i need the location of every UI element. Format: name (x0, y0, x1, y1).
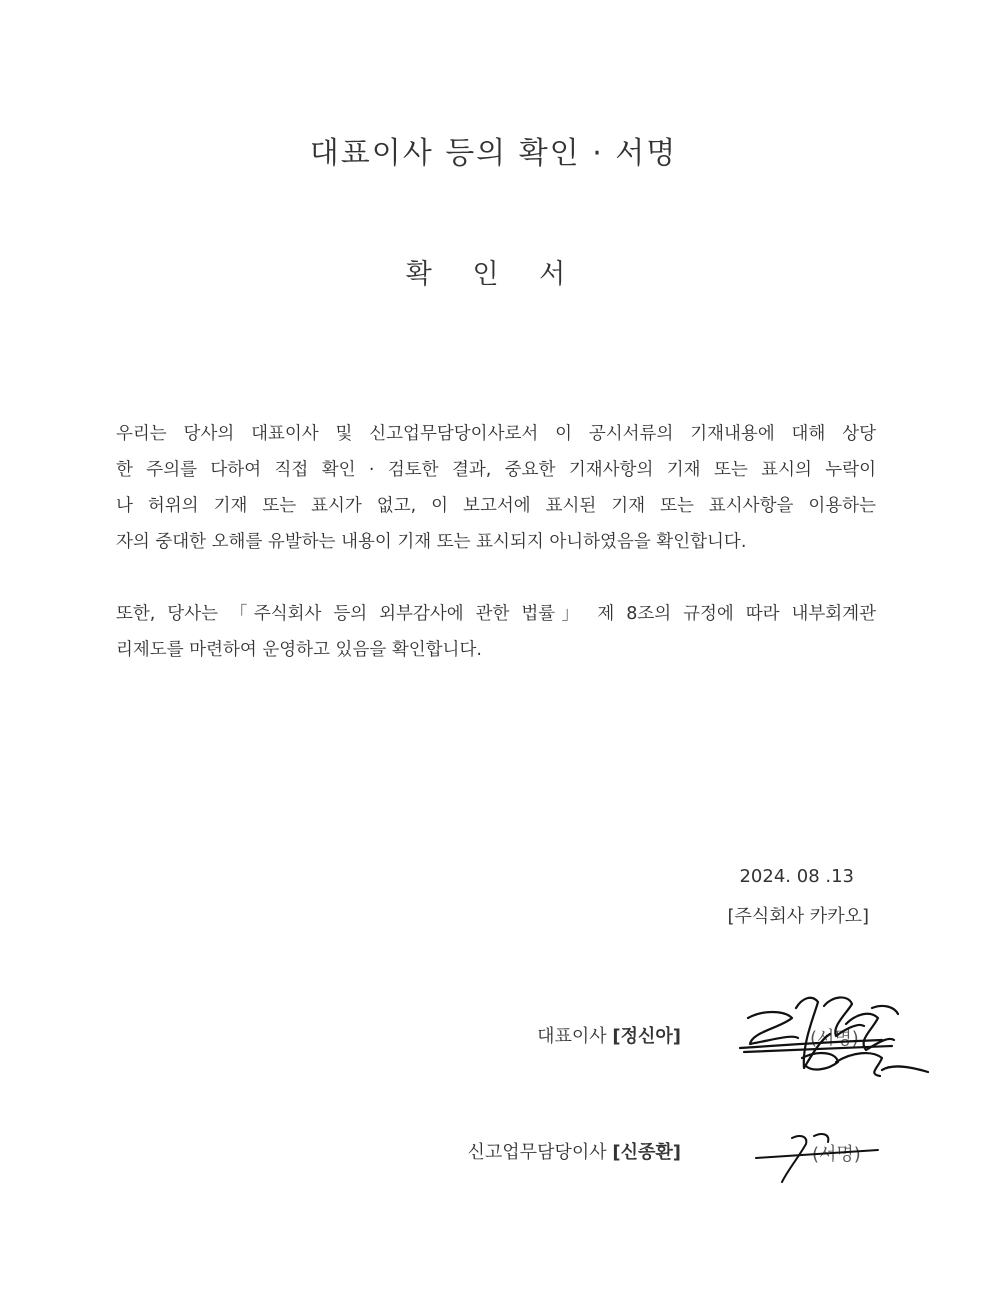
bracket-open: [ (612, 1026, 621, 1047)
bracket-open: [ (612, 1142, 621, 1163)
signer-name: 정신아 (620, 1026, 673, 1047)
paragraph-internal-control (116, 596, 876, 668)
bracket-close: ] (672, 1142, 681, 1163)
signer-ceo (537, 1022, 681, 1048)
company-name: [주식회사 카카오] (727, 906, 869, 927)
document-date: 2024. 08 .13 (739, 866, 854, 887)
bracket-close: ] (672, 1026, 681, 1047)
paragraph-line: 나 허위의 기재 또는 표시가 없고, 이 보고서에 표시된 기재 또는 표시사항을 이용하는 (116, 496, 876, 516)
signer-role: 신고업무담당이사 (467, 1142, 607, 1163)
signer-role: 대표이사 (537, 1026, 607, 1047)
signature-label: (서명) (812, 1144, 861, 1165)
signer-name: 신종환 (620, 1142, 673, 1163)
signer-disclosure-officer (468, 1138, 681, 1164)
paragraph-line: 우리는 당사의 대표이사 및 신고업무담당이사로서 이 공시서류의 기재내용에 대해 상당 (116, 424, 876, 444)
document-title: 대표이사 등의 확인 · 서명 (309, 136, 678, 171)
paragraph-line: 자의 중대한 오해를 유발하는 내용이 기재 또는 표시되지 아니하였음을 확인합니다. (116, 532, 747, 552)
signature-label: (서명) (810, 1028, 859, 1049)
paragraph-line: 리제도를 마련하여 운영하고 있음을 확인합니다. (116, 640, 482, 660)
document-subtitle: 확 인 서 (405, 259, 582, 290)
paragraph-line: 또한, 당사는 「주식회사 등의 외부감사에 관한 법률」 제 8조의 규정에 따라 내부회계관 (116, 604, 876, 624)
paragraph-line: 한 주의를 다하여 직접 확인 · 검토한 결과, 중요한 기재사항의 기재 또는 표시의 누락이 (116, 460, 876, 480)
signature-disclosure-officer (752, 1124, 882, 1186)
paragraph-confirmation (116, 416, 876, 560)
signature-ceo (732, 988, 932, 1088)
